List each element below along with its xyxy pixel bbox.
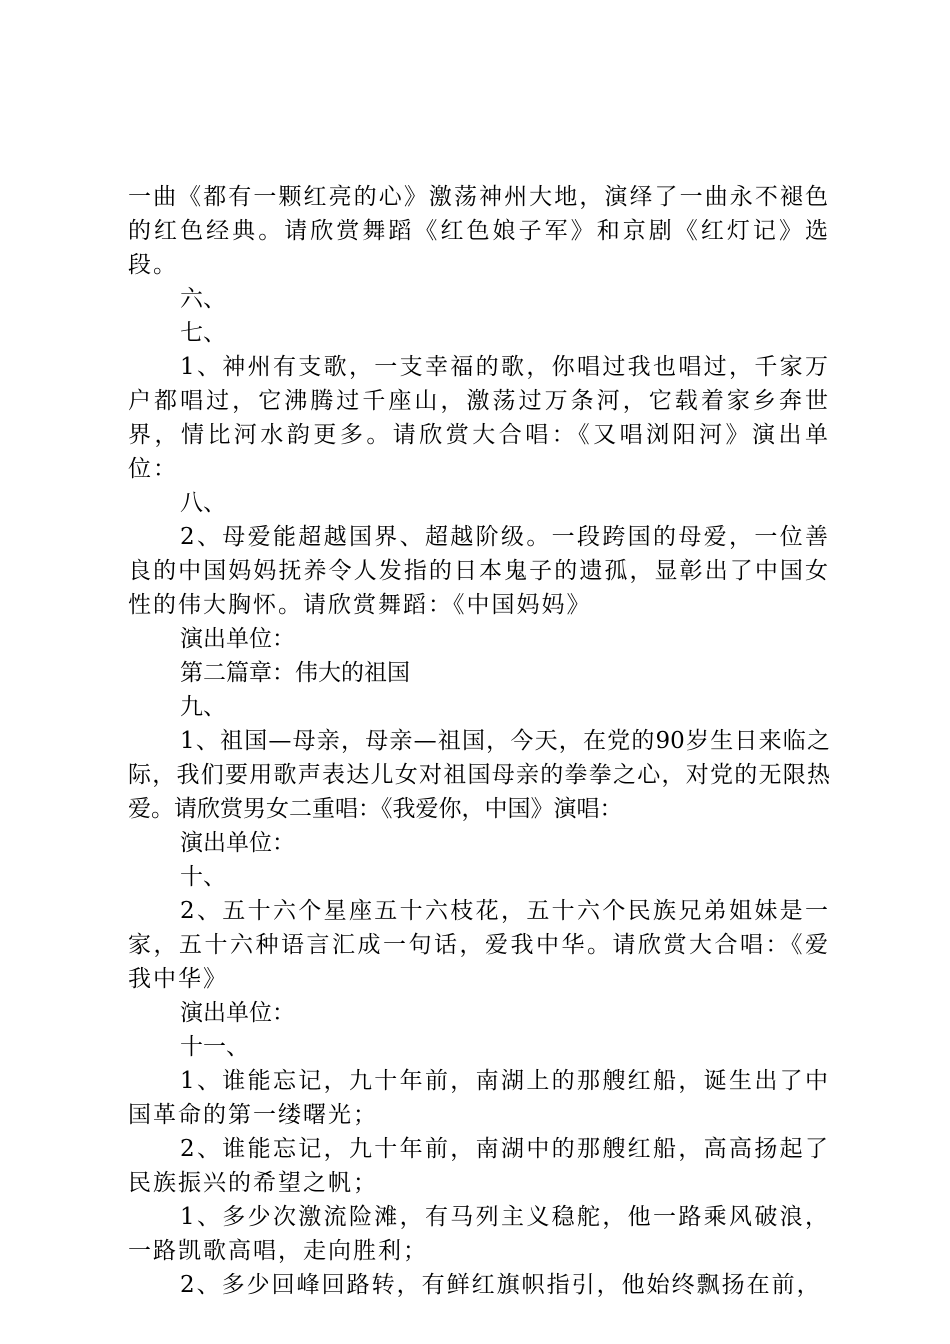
paragraph-11-2: 2、谁能忘记，九十年前，南湖中的那艘红船，高高扬起了民族振兴的希望之帆； [128, 1136, 830, 1196]
section-heading-10: 十、 [180, 864, 226, 890]
section-heading-9: 九、 [180, 694, 226, 720]
section-heading-6: 六、 [180, 286, 226, 312]
paragraph-8-2: 2、母爱能超越国界、超越阶级。一段跨国的母爱，一位善良的中国妈妈抚养令人发指的日本鬼子的遗孤，显彰出了中国女性的伟大胸怀。请欣赏舞蹈：《中国妈妈》 [128, 524, 830, 618]
paragraph-11-1: 1、谁能忘记，九十年前，南湖上的那艘红船，诞生出了中国革命的第一缕曙光； [128, 1068, 830, 1128]
paragraph-11-3: 1、多少次激流险滩，有马列主义稳舵，他一路乘风破浪，一路凯歌高唱，走向胜利； [128, 1204, 830, 1264]
performer-line: 演出单位： [180, 1000, 295, 1026]
section-heading-8: 八、 [180, 490, 226, 516]
chapter-title: 第二篇章：伟大的祖国 [180, 660, 410, 686]
paragraph-10-2: 2、五十六个星座五十六枝花，五十六个民族兄弟姐妹是一家，五十六种语言汇成一句话，爱我中华。请欣赏大合唱：《爱我中华》 [128, 898, 830, 992]
paragraph-intro: 一曲《都有一颗红亮的心》激荡神州大地，演绎了一曲永不褪色的红色经典。请欣赏舞蹈《红色娘子军》和京剧《红灯记》选段。 [128, 184, 830, 278]
performer-line: 演出单位： [180, 626, 295, 652]
document-body [128, 180, 830, 1302]
section-heading-11: 十一、 [180, 1034, 249, 1060]
section-heading-7: 七、 [180, 320, 226, 346]
paragraph-11-4: 2、多少回峰回路转，有鲜红旗帜指引，他始终飘扬在前， [180, 1272, 822, 1298]
paragraph-7-1: 1、神州有支歌，一支幸福的歌，你唱过我也唱过，千家万户都唱过，它沸腾过千座山，激荡过万条河，它载着家乡奔世界，情比河水韵更多。请欣赏大合唱：《又唱浏阳河》演出单位： [128, 354, 830, 482]
paragraph-9-1: 1、祖国—母亲，母亲—祖国，今天，在党的90岁生日来临之际，我们要用歌声表达儿女对祖国母亲的拳拳之心，对党的无限热爱。请欣赏男女二重唱：《我爱你，中国》演唱： [128, 728, 830, 822]
performer-line: 演出单位： [180, 830, 295, 856]
